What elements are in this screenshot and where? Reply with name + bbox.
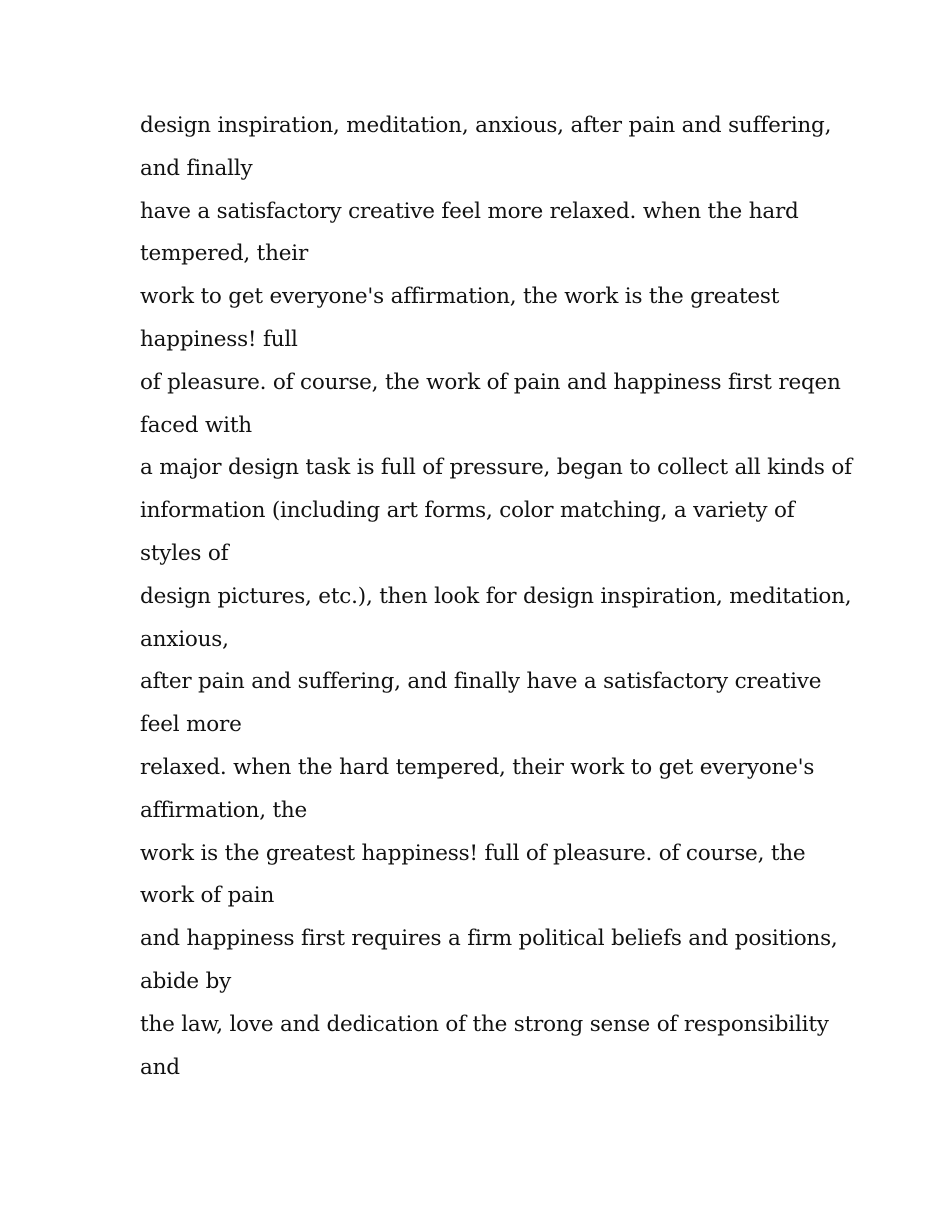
text-line: anxious,: [140, 626, 229, 652]
text-line: affirmation, the: [140, 797, 308, 823]
body-text: [140, 105, 852, 1089]
text-line: happiness! full: [140, 326, 298, 352]
text-line: and happiness first requires a firm political beliefs and positions,: [140, 926, 838, 952]
text-line: have a satisfactory creative feel more relaxed. when the hard: [140, 198, 799, 224]
text-line: after pain and suffering, and finally have a satisfactory creative: [140, 669, 822, 695]
text-line: work of pain: [140, 883, 275, 909]
text-line: faced with: [140, 412, 252, 438]
text-line: and finally: [140, 155, 253, 181]
text-line: work is the greatest happiness! full of pleasure. of course, the: [140, 840, 806, 866]
text-line: work to get everyone's affirmation, the work is the greatest: [140, 284, 780, 310]
text-line: feel more: [140, 712, 242, 738]
text-line: tempered, their: [140, 241, 309, 267]
text-line: styles of: [140, 540, 229, 566]
text-line: the law, love and dedication of the strong sense of responsibility: [140, 1011, 829, 1037]
text-line: information (including art forms, color matching, a variety of: [140, 498, 795, 524]
text-line: a major design task is full of pressure, began to collect all kinds of: [140, 455, 852, 481]
text-line: of pleasure. of course, the work of pain and happiness first reqen: [140, 369, 841, 395]
text-line: and: [140, 1054, 180, 1080]
text-line: abide by: [140, 968, 232, 994]
text-line: design pictures, etc.), then look for design inspiration, meditation,: [140, 583, 852, 609]
text-line: relaxed. when the hard tempered, their work to get everyone's: [140, 754, 815, 780]
text-line: design inspiration, meditation, anxious, after pain and suffering,: [140, 113, 832, 138]
